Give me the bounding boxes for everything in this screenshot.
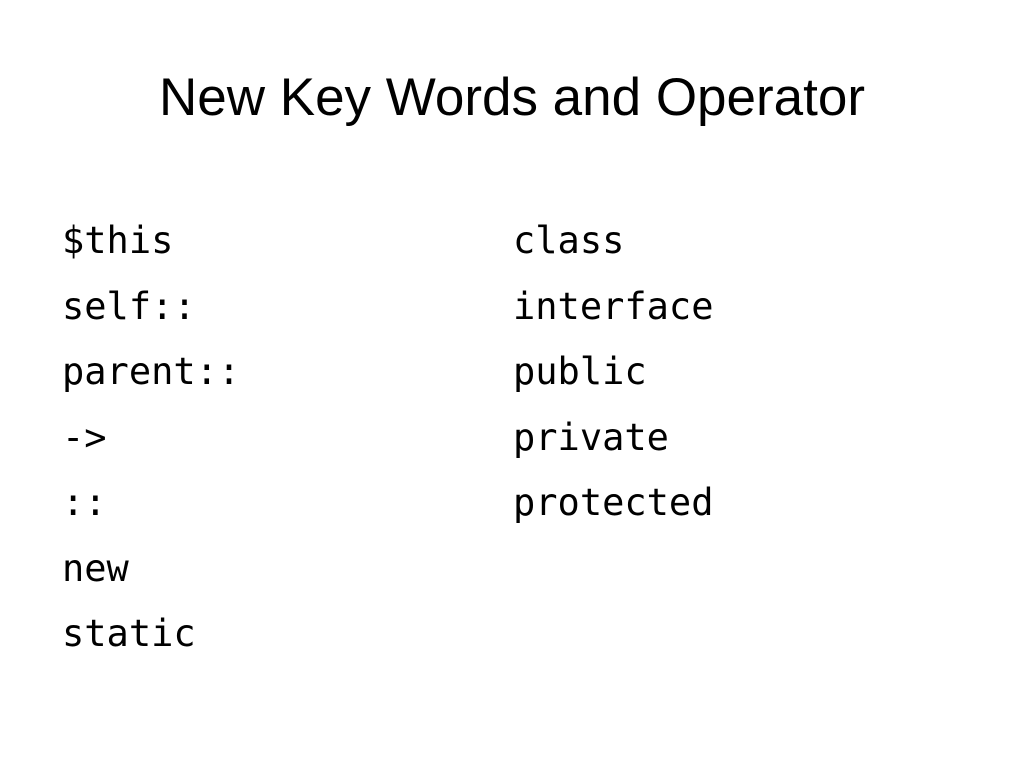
keyword-item: self:: — [62, 284, 196, 328]
keyword-item: -> — [62, 415, 107, 459]
keyword-item: public — [513, 350, 647, 393]
keyword-item: new — [62, 546, 129, 590]
keyword-list-right — [513, 208, 973, 536]
keyword-item: private — [513, 415, 669, 459]
keyword-list-left — [62, 208, 482, 667]
keyword-item: :: — [62, 481, 107, 524]
keyword-item: static — [62, 612, 196, 655]
keyword-item: protected — [513, 481, 714, 524]
keyword-item: $this — [62, 219, 174, 262]
keyword-item: interface — [513, 284, 714, 328]
keyword-item: class — [513, 219, 625, 262]
slide-title: New Key Words and Operator — [158, 68, 865, 127]
keyword-item: parent:: — [62, 350, 241, 393]
